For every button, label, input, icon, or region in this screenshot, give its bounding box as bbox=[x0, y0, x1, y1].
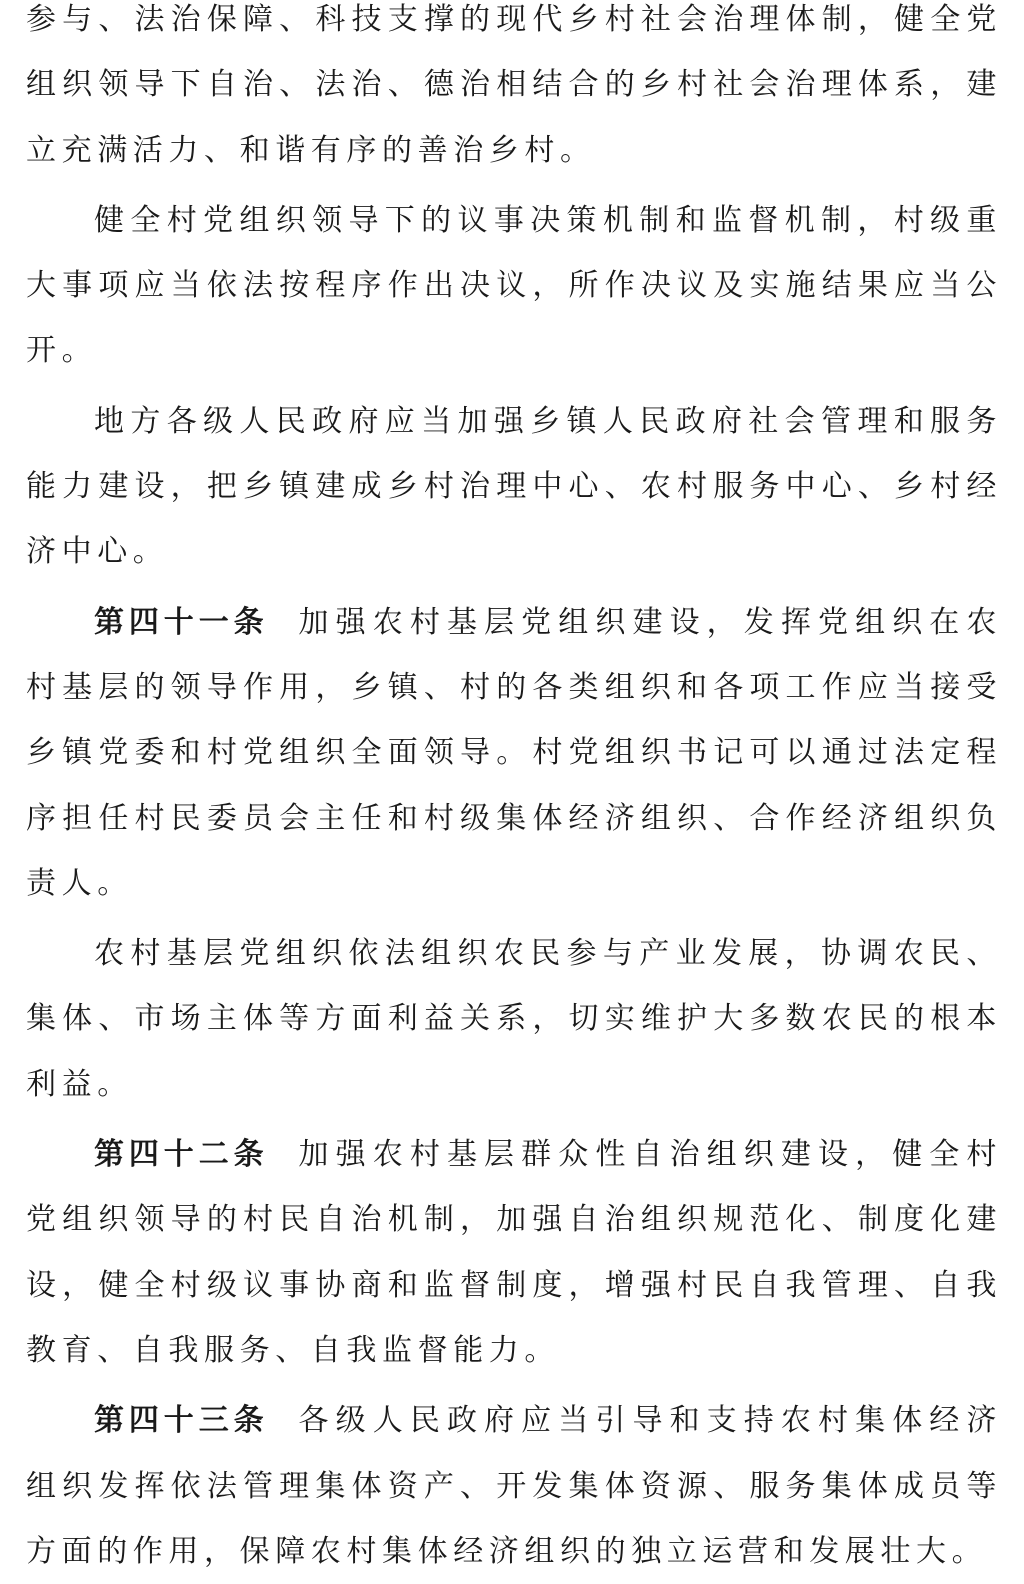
paragraph-text: 健全村党组织领导下的议事决策机制和监督机制，村级重大事项应当依法按程序作出决议，所作决议及实施结果应当公开。 bbox=[26, 202, 1002, 369]
article-text: 加强农村基层群众性自治组织建设，健全村党组织领导的村民自治机制，加强自治组织规范化、制度化建设，健全村级议事协商和监督制度，增强村民自我管理、自我教育、自我服务、自我监督能力。 bbox=[26, 1137, 1003, 1368]
article-text: 各级人民政府应当引导和支持农村集体经济组织发挥依法管理集体资产、开发集体资源、服务集体成员等方面的作用，保障农村集体经济组织的独立运营和发展壮大。 bbox=[26, 1403, 1003, 1569]
article-text: 加强农村基层党组织建设，发挥党组织在农村基层的领导作用，乡镇、村的各类组织和各项工作应当接受乡镇党委和村党组织全面领导。村党组织书记可以通过法定程序担任村民委员会主任和村级集体经济组织、合作经济组织负责人。 bbox=[26, 604, 1003, 901]
paragraph-text: 地方各级人民政府应当加强乡镇人民政府社会管理和服务能力建设，把乡镇建成乡村治理中心、农村服务中心、乡村经济中心。 bbox=[26, 403, 1002, 570]
article-number: 第四十三条 bbox=[94, 1403, 269, 1439]
paragraph-text: 农村基层党组织依法组织农民参与产业发展，协调农民、集体、市场主体等方面利益关系，切实维护大多数农民的根本利益。 bbox=[26, 936, 1002, 1102]
article-number: 第四十一条 bbox=[94, 604, 269, 640]
paragraph-decision-mechanism bbox=[26, 188, 1002, 384]
paragraph-township-governance bbox=[26, 389, 1002, 585]
paragraph-continuation bbox=[26, 0, 1002, 183]
article-number: 第四十二条 bbox=[94, 1137, 269, 1173]
article-43 bbox=[26, 1388, 1002, 1584]
document-page bbox=[26, 0, 1002, 1584]
paragraph-text: 参与、法治保障、科技支撑的现代乡村社会治理体制，健全党组织领导下自治、法治、德治相结合的乡村社会治理体系，建立充满活力、和谐有序的善治乡村。 bbox=[26, 2, 1002, 168]
paragraph-party-organization-role bbox=[26, 921, 1002, 1117]
article-41 bbox=[26, 590, 1002, 916]
article-42 bbox=[26, 1122, 1002, 1383]
